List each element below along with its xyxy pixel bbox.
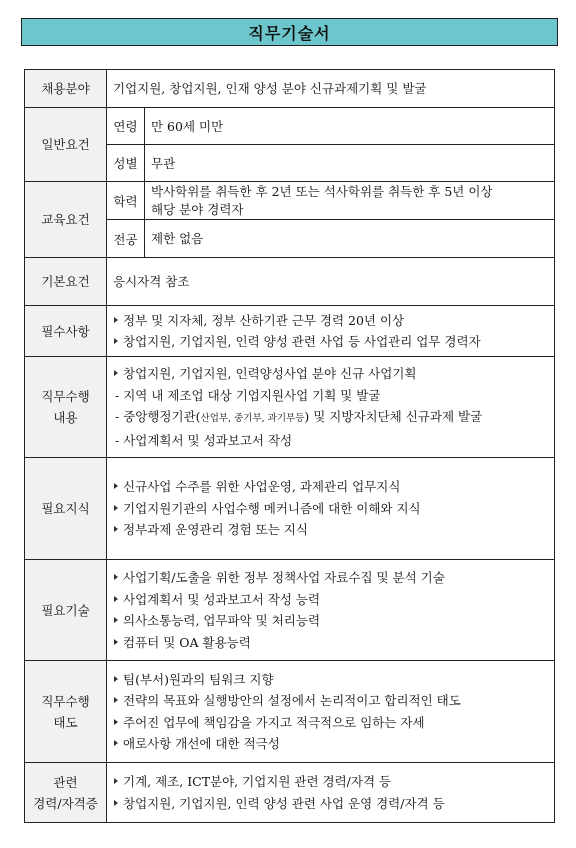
age-value: 만 60세 미만	[145, 108, 555, 145]
attitude-item: 주어진 업무에 책임감을 가지고 적극적으로 임하는 자세	[113, 712, 548, 734]
degree-label: 학력	[107, 182, 145, 220]
skills-value	[107, 560, 555, 661]
skills-item: 의사소통능력, 업무파악 및 처리능력	[113, 610, 548, 632]
skills-item: 사업기획/도출을 위한 정부 정책사업 자료수집 및 분석 기술	[113, 567, 548, 589]
skills-item: 컴퓨터 및 OA 활용능력	[113, 632, 548, 654]
skills-item: 사업계획서 및 성과보고서 작성 능력	[113, 589, 548, 611]
knowledge-label: 필요지식	[25, 458, 107, 560]
knowledge-item: 정부과제 운영관리 경험 또는 지식	[113, 519, 548, 541]
duties-subitem: - 지역 내 제조업 대상 기업지원사업 기획 및 발굴	[115, 387, 381, 403]
duties-label: 직무수행 내용	[25, 357, 107, 458]
attitude-item: 애로사항 개선에 대한 적극성	[113, 733, 548, 755]
attitude-value	[107, 661, 555, 763]
basic-value: 응시자격 참조	[107, 258, 555, 306]
attitude-item: 전략의 목표와 실행방안의 설정에서 논리적이고 합리적인 태도	[113, 690, 548, 712]
knowledge-value	[107, 458, 555, 560]
row-required	[25, 306, 555, 357]
age-label: 연령	[107, 108, 145, 145]
degree-value: 박사학위를 취득한 후 2년 또는 석사학위를 취득한 후 5년 이상 해당 분야 경력자	[145, 182, 555, 220]
row-general-age	[25, 108, 555, 145]
required-item: 창업지원, 기업지원, 인력 양성 관련 사업 등 사업관리 업무 경력자	[113, 331, 548, 353]
attitude-label: 직무수행 태도	[25, 661, 107, 763]
row-field	[25, 70, 555, 108]
document-title-bar	[21, 18, 558, 46]
duties-item: 창업지원, 기업지원, 인력양성사업 분야 신규 사업기획	[113, 363, 548, 385]
row-skills	[25, 560, 555, 661]
field-label: 채용분야	[25, 70, 107, 108]
row-duties	[25, 357, 555, 458]
gender-value: 무관	[145, 145, 555, 182]
duties-value	[107, 357, 555, 458]
major-value: 제한 없음	[145, 220, 555, 258]
row-basic	[25, 258, 555, 306]
required-label: 필수사항	[25, 306, 107, 357]
row-experience	[25, 763, 555, 823]
required-value	[107, 306, 555, 357]
row-education-degree	[25, 182, 555, 220]
knowledge-item: 신규사업 수주를 위한 사업운영, 과제관리 업무지식	[113, 476, 548, 498]
experience-label: 관련 경력/자격증	[25, 763, 107, 823]
job-description-table	[24, 69, 555, 823]
attitude-item: 팀(부서)원과의 팀워크 지향	[113, 669, 548, 691]
duties-subitem: - 사업계획서 및 성과보고서 작성	[115, 432, 293, 448]
row-attitude	[25, 661, 555, 763]
experience-value	[107, 763, 555, 823]
required-item: 정부 및 지자체, 정부 산하기관 근무 경력 20년 이상	[113, 310, 548, 332]
general-label: 일반요건	[25, 108, 107, 182]
field-value: 기업지원, 창업지원, 인재 양성 분야 신규과제기획 및 발굴	[107, 70, 555, 108]
duties-subitem: - 중앙행정기관(산업부, 중기부, 과기부등) 및 지방자치단체 신규과제 발굴	[115, 409, 483, 424]
row-knowledge	[25, 458, 555, 560]
experience-item: 기계, 제조, ICT분야, 기업지원 관련 경력/자격 등	[113, 771, 548, 793]
experience-item: 창업지원, 기업지원, 인력 양성 관련 사업 운영 경력/자격 등	[113, 793, 548, 815]
gender-label: 성별	[107, 145, 145, 182]
knowledge-item: 기업지원기관의 사업수행 메커니즘에 대한 이해와 지식	[113, 498, 548, 520]
document-title: 직무기술서	[248, 23, 331, 43]
basic-label: 기본요건	[25, 258, 107, 306]
major-label: 전공	[107, 220, 145, 258]
education-label: 교육요건	[25, 182, 107, 258]
skills-label: 필요기술	[25, 560, 107, 661]
